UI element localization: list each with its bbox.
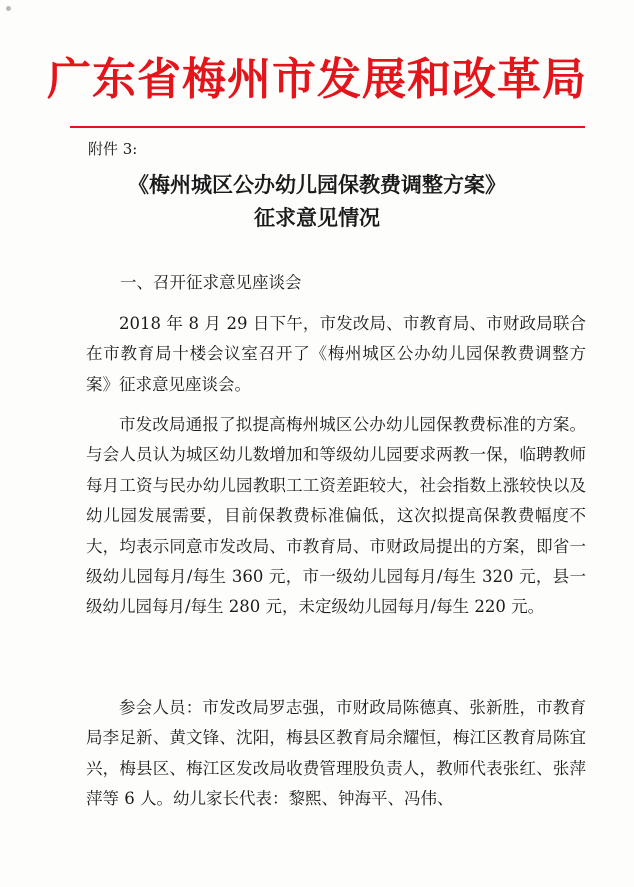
section-heading: 一、召开征求意见座谈会: [120, 273, 302, 292]
paragraph-attendees: 参会人员：市发改局罗志强，市财政局陈德真、张新胜，市教育局李足新、黄文锋、沈阳，梅县区教育局余耀恒，梅江区教育局陈宜兴，梅县区、梅江区发改局收费管理股负责人，教师代表张红、张萍萍等 6 人。幼儿家长代表：黎熙、钟海平、冯伟、: [86, 698, 586, 809]
letterhead-divider: [70, 126, 585, 128]
document-subtitle: 征求意见情况: [254, 205, 380, 230]
scan-mark: [6, 6, 11, 11]
letterhead-title: 广东省梅州市发展和改革局: [47, 54, 587, 105]
paragraph-meeting-info: 2018 年 8 月 29 日下午，市发改局、市教育局、市财政局联合在市教育局十楼会议室召开了《梅州城区公办幼儿园保教费调整方案》征求意见座谈会。: [86, 314, 586, 394]
attachment-label: 附件 3:: [88, 140, 138, 158]
paragraph-proposal: 市发改局通报了拟提高梅州城区公办幼儿园保教费标准的方案。与会人员认为城区幼儿数增加和等级幼儿园要求两教一保，临聘教师每月工资与民办幼儿园教职工工资差距较大，社会指数上涨较快以及幼儿园发展需要，目前保教费标准偏低，这次拟提高保教费幅度不大，均表示同意市发改局、市教育局、市财政局提出的方案，即省一级幼儿园每月/每生 360 元，市一级幼儿园每月/每生 320 元，县一级幼儿园每月/每生 280 元，未定级幼儿园每月/每生 220 元。: [86, 415, 586, 617]
document-title: 《梅州城区公办幼儿园保教费调整方案》: [128, 172, 506, 197]
